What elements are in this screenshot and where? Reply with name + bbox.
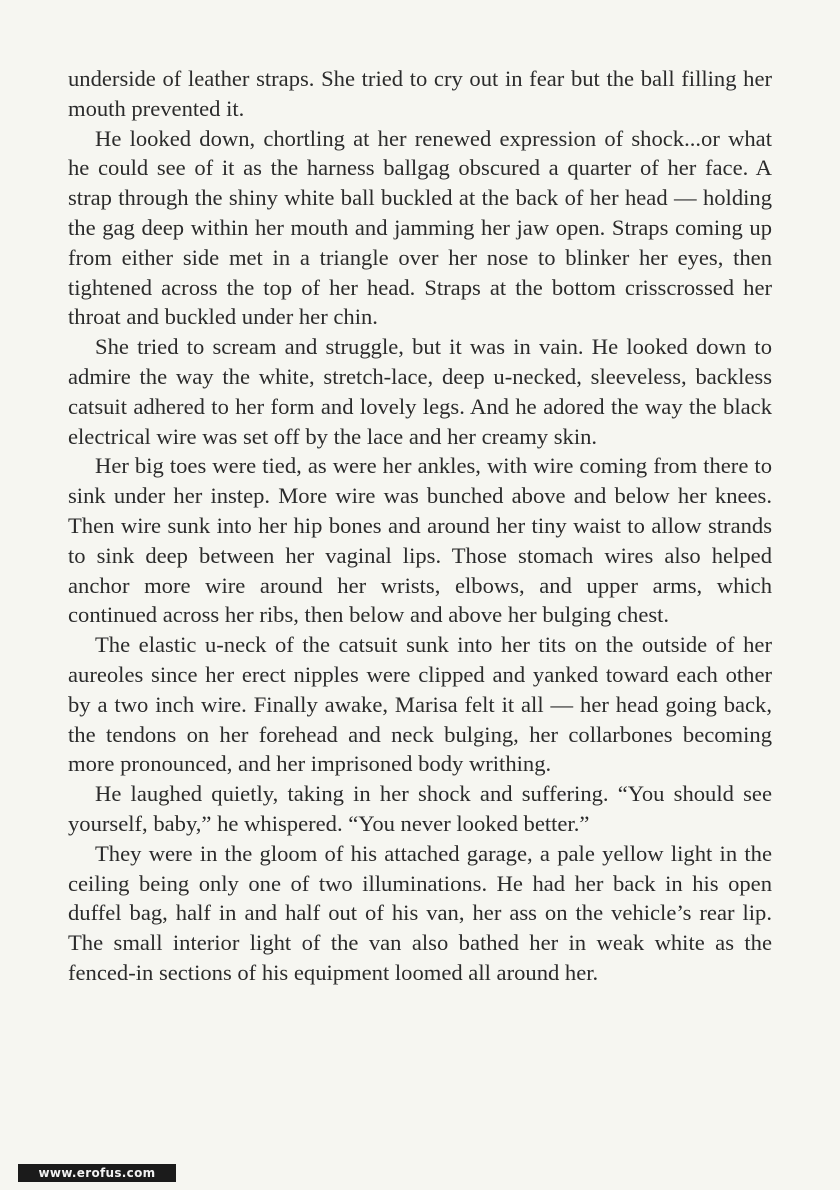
paragraph-5: The elastic u-neck of the catsuit sunk into her tits on the outside of her aureoles since her erect nipples were clipped and yanked toward each other by a two inch wire. Finally awake, Marisa felt it all — her head going back, the tendons on her forehead and neck bulging, her collarbones becoming more pronounced, and her imprisoned body writhing.	[68, 632, 772, 777]
body-text	[68, 64, 772, 988]
paragraph-6: He laughed quietly, taking in her shock and suffering. “You should see yourself, baby,” he whispered. “You never looked better.”	[68, 781, 772, 836]
paragraph-3: She tried to scream and struggle, but it was in vain. He looked down to admire the way the white, stretch-lace, deep u-necked, sleeveless, backless catsuit adhered to her form and lovely legs. And he adored the way the black electrical wire was set off by the lace and her creamy skin.	[68, 334, 772, 449]
paragraph-2: He looked down, chortling at her renewed expression of shock...or what he could see of it as the harness ballgag obscured a quarter of her face. A strap through the shiny white ball buckled at the back of her head — holding the gag deep within her mouth and jamming her jaw open. Straps coming up from either side met in a triangle over her nose to blinker her eyes, then tightened across the top of her head. Straps at the bottom crisscrossed her throat and buckled under her chin.	[68, 125, 772, 330]
site-watermark: www.erofus.com	[18, 1164, 176, 1182]
paragraph-7: They were in the gloom of his attached garage, a pale yellow light in the ceiling being only one of two illuminations. He had her back in his open duffel bag, half in and half out of his van, her ass on the vehicle’s rear lip. The small interior light of the van also bathed her in weak white as the fenced-in sections of his equipment loomed all around her.	[68, 840, 772, 985]
paragraph-4: Her big toes were tied, as were her ankles, with wire coming from there to sink under her instep. More wire was bunched above and below her knees. Then wire sunk into her hip bones and around her tiny waist to allow strands to sink deep between her vaginal lips. Those stomach wires also helped anchor more wire around her wrists, elbows, and upper arms, which continued across her ribs, then below and above her bulging chest.	[68, 453, 772, 628]
paragraph-1: underside of leather straps. She tried to cry out in fear but the ball filling her mouth prevented it.	[68, 66, 772, 121]
